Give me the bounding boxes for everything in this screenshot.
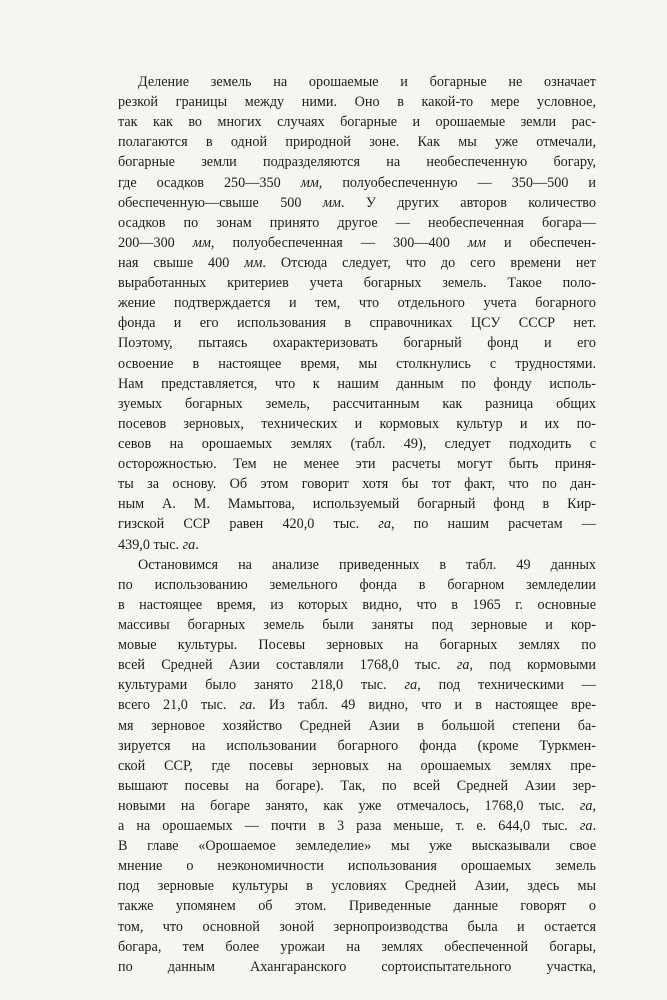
text-line: всего 21,0 тыс. га. Из табл. 49 видно, что и в настоящее вре- [118,697,596,714]
text-line: резкой границы между ними. Оно в какой-то мере условное, [118,94,596,111]
text-line: севов на орошаемых землях (табл. 49), следует подходить с [118,435,596,452]
text-line: осадков по зонам принято другое — необеспеченная богара— [118,214,596,231]
text-line: вышают посевы на богаре). Так, по всей Средней Азии зер- [118,777,596,794]
text-line: фонда и его использования в справочниках ЦСУ СССР нет. [118,315,596,332]
text-line: освоение в настоящее время, мы столкнулись с трудностями. [118,355,596,372]
text-line: по данным Ахангаранского сортоиспытательного участка, [118,958,596,975]
paragraph-2 [118,555,596,977]
text-line: новыми на богаре занято, как уже отмечалось, 1768,0 тыс. га, [118,797,596,814]
text-line: гизской ССР равен 420,0 тыс. га, по нашим расчетам — [118,516,596,533]
text-line: ная свыше 400 мм. Отсюда следует, что до сего времени нет [118,254,596,271]
text-line: жение подтверждается и тем, что отдельного учета богарного [118,295,596,312]
text-line: Нам представляется, что к нашим данным по фонду исполь- [118,375,596,392]
text-line: посевов зерновых, технических и кормовых культур и их по- [118,415,596,432]
text-line: выработанных критериев учета богарных земель. Такое поло- [118,275,596,292]
text-line: также упомянем об этом. Приведенные данные говорят о [118,898,596,915]
text-line: Поэтому, пытаясь охарактеризовать богарный фонд и его [118,335,596,352]
text-line: так как во многих случаях богарные и орошаемые земли рас- [118,114,596,131]
text-line: по использованию земельного фонда в богарном земледелии [118,576,596,593]
text-line: культурами было занято 218,0 тыс. га, под техническими — [118,677,596,694]
text-line: а на орошаемых — почти в 3 раза меньше, т. е. 644,0 тыс. га. [118,818,596,835]
text-line: массивы богарных земель были заняты под зерновые и кор- [118,616,596,633]
text-line: ным А. М. Мамытова, используемый богарный фонд в Кир- [118,496,596,513]
text-line: В главе «Орошаемое земледелие» мы уже высказывали свое [118,838,596,855]
text-line: Остановимся на анализе приведенных в табл. 49 данных [138,556,596,573]
text-line: мнение о неэкономичности использования орошаемых земель [118,858,596,875]
text-line: ты за основу. Об этом говорит хотя бы тот факт, что по дан- [118,476,596,493]
text-line: том, что основной зоной зернопроизводства была и остается [118,918,596,935]
text-line: богарные земли подразделяются на необеспеченную богару, [118,154,596,171]
text-line: обеспеченную—свыше 500 мм. У других авторов количество [118,194,596,211]
text-line: полагаются в одной природной зоне. Как мы уже отмечали, [118,134,596,151]
text-line: зируется на использовании богарного фонда (кроме Туркмен- [118,737,596,754]
text-line: богара, тем более урожаи на землях обеспеченной богары, [118,938,596,955]
text-line: ской ССР, где посевы зерновых на орошаемых землях пре- [118,757,596,774]
text-line: осторожностью. Тем не менее эти расчеты могут быть приня- [118,456,596,473]
text-line: 439,0 тыс. га. [118,536,199,553]
text-line: 200—300 мм, полуобеспеченная — 300—400 мм и обеспечен- [118,234,596,251]
text-line: всей Средней Азии составляли 1768,0 тыс. га, под кормовыми [118,657,596,674]
body-text [118,72,596,977]
text-line: зуемых богарных земель, рассчитанным как разница общих [118,395,596,412]
paragraph-1 [118,72,596,555]
text-line: в настоящее время, из которых видно, что в 1965 г. основные [118,596,596,613]
text-line: мовые культуры. Посевы зерновых на богарных землях по [118,637,596,654]
text-line: где осадков 250—350 мм, полуобеспеченную — 350—500 и [118,174,596,191]
text-line: Деление земель на орошаемые и богарные не означает [138,74,596,90]
text-line: под зерновые культуры в условиях Средней Азии, здесь мы [118,878,596,895]
text-line: мя зерновое хозяйство Средней Азии в большой степени ба- [118,717,596,734]
